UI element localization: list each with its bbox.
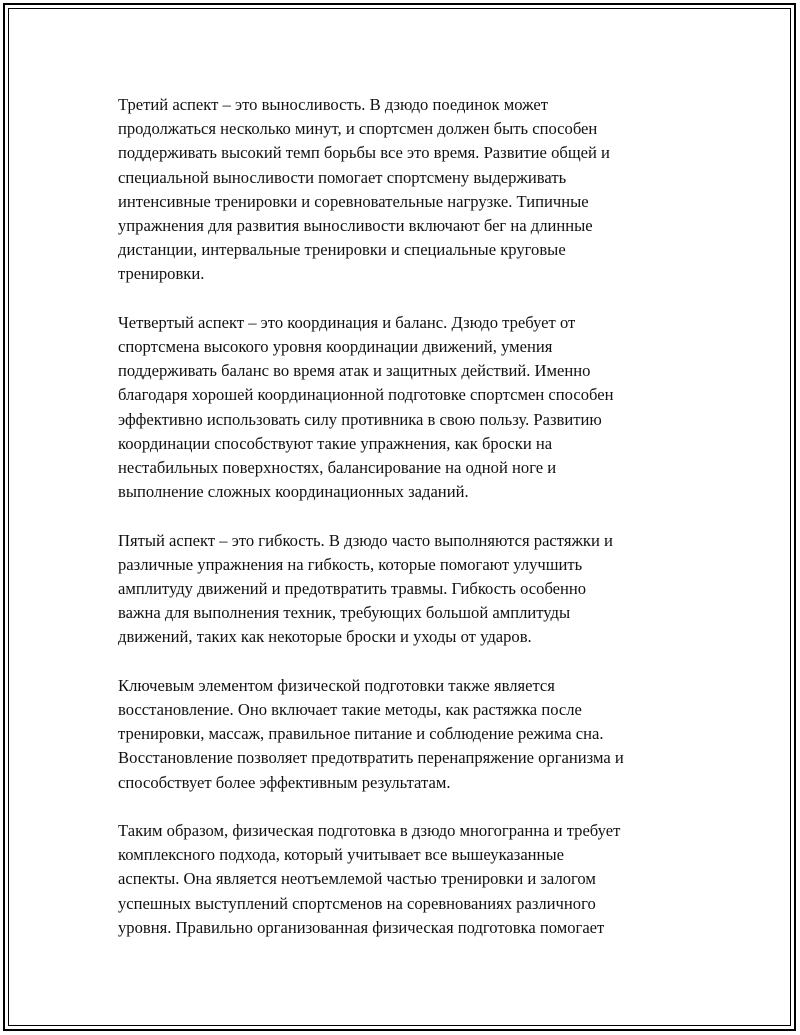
- paragraph-conclusion: [118, 819, 690, 940]
- text-line: Ключевым элементом физической подготовки также является: [118, 675, 555, 695]
- text-line: восстановление. Оно включает такие методы, как растяжка после: [118, 700, 582, 720]
- text-line: важна для выполнения техник, требующих большой амплитуды: [118, 603, 571, 623]
- paragraph-endurance: [118, 93, 690, 287]
- document-body: [118, 93, 690, 964]
- text-line: поддерживать баланс во время атак и защитных действий. Именно: [118, 361, 591, 381]
- text-line: поддерживать высокий темп борьбы все это время. Развитие общей и: [118, 143, 610, 163]
- paragraph-recovery: [118, 674, 690, 795]
- paragraph-flexibility: [118, 529, 690, 650]
- text-line: способствует более эффективным результатам.: [118, 772, 451, 792]
- text-line: интенсивные тренировки и соревновательные нагрузке. Типичные: [118, 191, 589, 211]
- text-line: амплитуду движений и предотвратить травмы. Гибкость особенно: [118, 579, 587, 599]
- text-line: успешных выступлений спортсменов на соревнованиях различного: [118, 893, 596, 913]
- text-line: Пятый аспект – это гибкость. В дзюдо часто выполняются растяжки и: [118, 530, 613, 550]
- text-line: упражнения для развития выносливости включают бег на длинные: [118, 216, 593, 236]
- text-line: благодаря хорошей координационной подготовке спортсмен способен: [118, 385, 614, 405]
- text-line: продолжаться несколько минут, и спортсмен должен быть способен: [118, 119, 598, 139]
- text-line: тренировки, массаж, правильное питание и соблюдение режима сна.: [118, 724, 604, 744]
- text-line: движений, таких как некоторые броски и уходы от ударов.: [118, 627, 532, 647]
- text-line: тренировки.: [118, 264, 205, 284]
- text-line: Четвертый аспект – это координация и баланс. Дзюдо требует от: [118, 312, 576, 332]
- text-line: аспекты. Она является неотъемлемой частью тренировки и залогом: [118, 869, 596, 889]
- text-line: координации способствуют такие упражнения, как броски на: [118, 433, 553, 453]
- text-line: выполнение сложных координационных заданий.: [118, 482, 469, 502]
- text-line: Таким образом, физическая подготовка в дзюдо многогранна и требует: [118, 821, 621, 841]
- text-line: различные упражнения на гибкость, которые помогают улучшить: [118, 554, 583, 574]
- text-line: комплексного подхода, который учитывает все вышеуказанные: [118, 845, 564, 865]
- text-line: эффективно использовать силу противника в свою пользу. Развитию: [118, 409, 602, 429]
- text-line: Третий аспект – это выносливость. В дзюдо поединок может: [118, 95, 548, 114]
- text-line: специальной выносливости помогает спортсмену выдерживать: [118, 167, 567, 187]
- text-line: нестабильных поверхностях, балансирование на одной ноге и: [118, 458, 557, 478]
- text-line: дистанции, интервальные тренировки и специальные круговые: [118, 240, 566, 260]
- text-line: уровня. Правильно организованная физическая подготовка помогает: [118, 917, 605, 937]
- paragraph-coordination: [118, 311, 690, 505]
- text-line: Восстановление позволяет предотвратить перенапряжение организма и: [118, 748, 624, 768]
- text-line: спортсмена высокого уровня координации движений, умения: [118, 337, 553, 357]
